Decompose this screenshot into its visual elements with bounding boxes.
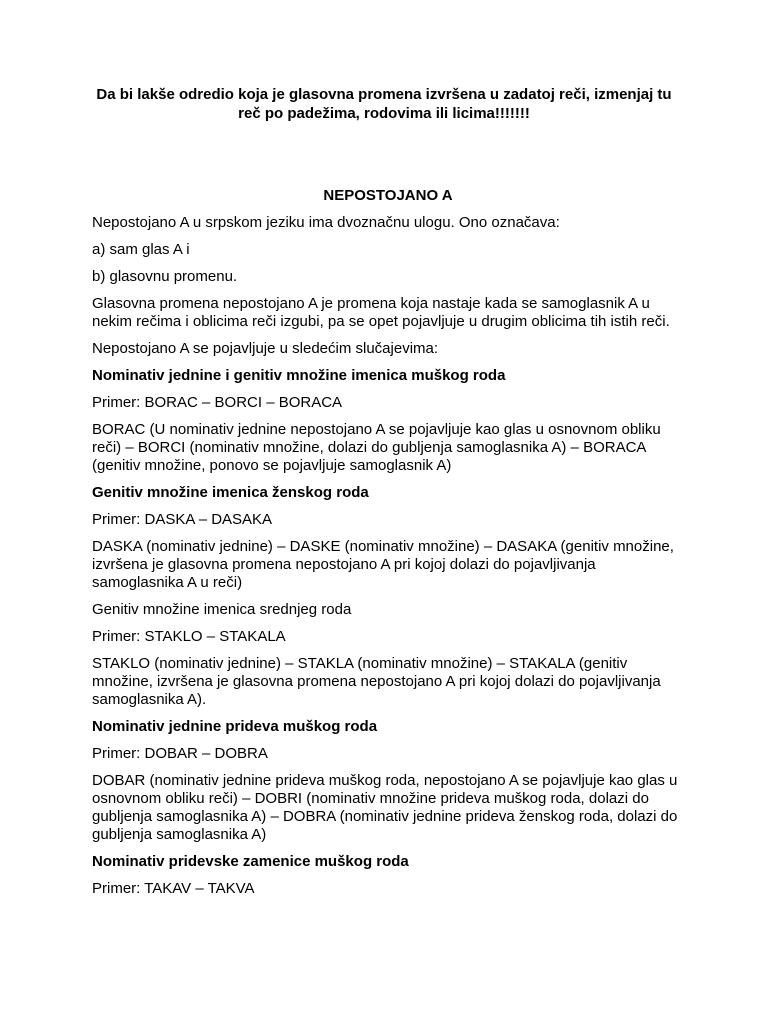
example-takav: Primer: TAKAV – TAKVA (92, 880, 255, 897)
section-heading: NEPOSTOJANO A (323, 187, 453, 204)
explanation-borac: BORAC (U nominativ jednine nepostojano A se pojavljuje kao glas u osnovnom obliku reči) – BORCI (nominativ množine, dolazi do gubljenja samoglasnika A) – BORACA (genitiv množine, ponovo se pojavljuje samoglasnik A) (92, 421, 661, 474)
paragraph-item-b: b) glasovnu promenu. (92, 268, 238, 285)
example-borac: Primer: BORAC – BORCI – BORACA (92, 394, 343, 411)
example-dobar: Primer: DOBAR – DOBRA (92, 745, 268, 762)
explanation-dobar: DOBAR (nominativ jednine prideva muškog roda, nepostojano A se pojavljuje kao glas u osnovnom obliku reči) – DOBRI (nominativ množine prideva muškog roda, dolazi do gubljenja samoglasnika A) – DOBRA (nominativ jednine prideva ženskog roda, dolazi do gubljenja samoglasnika A) (92, 772, 678, 843)
explanation-daska: DASKA (nominativ jednine) – DASKE (nominativ množine) – DASAKA (genitiv množine, izvršena je glasovna promena nepostojano A pri kojoj dolazi do pojavljivanja samoglasnika A u reči) (92, 538, 674, 591)
subheading-masculine-adjectives: Nominativ jednine prideva muškog roda (92, 718, 378, 735)
paragraph-item-a: a) sam glas A i (92, 241, 190, 258)
subheading-pronominal-adjectives: Nominativ pridevske zamenice muškog roda (92, 853, 409, 870)
explanation-staklo: STAKLO (nominativ jednine) – STAKLA (nominativ množine) – STAKALA (genitiv množine, izvršena je glasovna promena nepostojano A pri kojoj dolazi do pojavljivanja samoglasnika A). (92, 655, 661, 708)
paragraph-definition: Nepostojano A u srpskom jeziku ima dvoznačnu ulogu. Ono označava: (92, 214, 560, 231)
example-staklo: Primer: STAKLO – STAKALA (92, 628, 286, 645)
subheading-neuter-nouns: Genitiv množine imenica srednjeg roda (92, 601, 352, 618)
example-daska: Primer: DASKA – DASAKA (92, 511, 273, 528)
document-body (92, 187, 684, 907)
subheading-masculine-nouns: Nominativ jednine i genitiv množine imenica muškog roda (92, 367, 506, 384)
subheading-feminine-nouns: Genitiv množine imenica ženskog roda (92, 484, 369, 501)
intro-instruction: Da bi lakše odredio koja je glasovna promena izvršena u zadatoj reči, izmenjaj tu reč po padežima, rodovima ili licima!!!!!!! (96, 86, 672, 122)
paragraph-explanation: Glasovna promena nepostojano A je promena koja nastaje kada se samoglasnik A u nekim rečima i oblicima reči izgubi, pa se opet pojavljuje u drugim oblicima tih istih reči. (92, 295, 670, 330)
paragraph-cases-intro: Nepostojano A se pojavljuje u sledećim slučajevima: (92, 340, 439, 357)
